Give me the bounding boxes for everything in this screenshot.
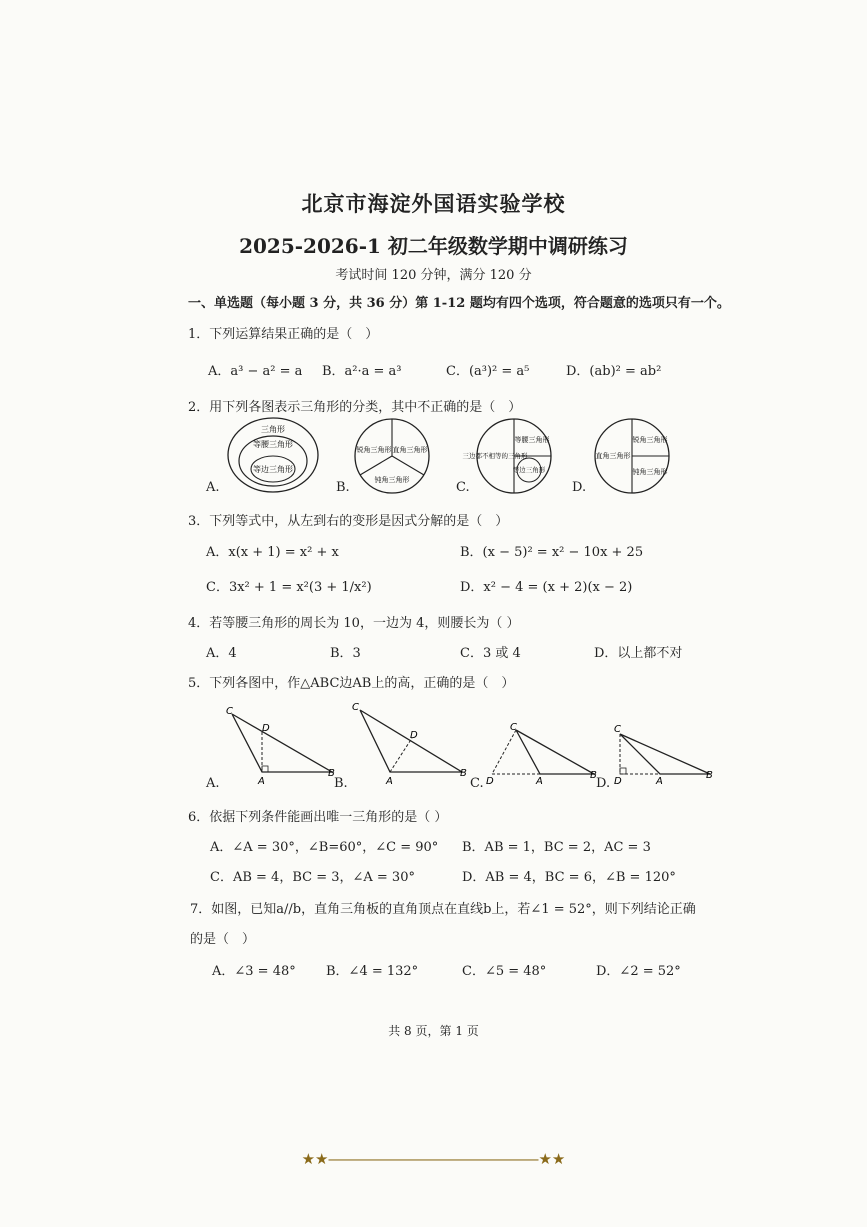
q2c-label-1: 三边都不相等的三角形 bbox=[462, 452, 528, 460]
svg-text:A: A bbox=[656, 776, 663, 787]
q7-option-b: B．∠4 = 132° bbox=[326, 964, 419, 979]
exam-title: 2025-2026-1 初二年级数学期中调研练习 bbox=[239, 234, 628, 258]
q1-option-b: B．a²·a = a³ bbox=[322, 364, 402, 379]
q3-option-c: C．3x² + 1 = x²(3 + 1/x²) bbox=[206, 580, 372, 595]
q6-option-b: B．AB = 1，BC = 2，AC = 3 bbox=[462, 840, 651, 855]
q2d-label-3: 钝角三角形 bbox=[632, 468, 668, 476]
q6-option-a: A．∠A = 30°，∠B=60°，∠C = 90° bbox=[210, 840, 439, 855]
q7-stem-line2: 的是（ ） bbox=[190, 932, 256, 947]
q5-option-b: B. bbox=[334, 776, 348, 791]
q1-option-d: D．(ab)² = ab² bbox=[566, 364, 662, 379]
svg-text:B: B bbox=[590, 770, 597, 781]
svg-text:B: B bbox=[328, 768, 335, 779]
q5-option-c: C. bbox=[470, 776, 484, 791]
q2a-label-1: 三角形 bbox=[261, 425, 285, 434]
q6-option-d: D．AB = 4，BC = 6，∠B = 120° bbox=[462, 870, 676, 885]
svg-text:D: D bbox=[486, 776, 494, 787]
svg-text:B: B bbox=[706, 770, 713, 781]
q2c-label-3: 等边三角形 bbox=[512, 466, 546, 474]
q3-option-a: A．x(x + 1) = x² + x bbox=[206, 545, 339, 560]
q6-stem: 6．依据下列条件能画出唯一三角形的是（ ） bbox=[188, 810, 448, 825]
svg-text:D: D bbox=[262, 723, 270, 734]
q1-option-c: C．(a³)² = a⁵ bbox=[446, 364, 530, 379]
svg-text:A: A bbox=[386, 776, 393, 787]
svg-text:A: A bbox=[258, 776, 265, 787]
page-info: 共 8 页，第 1 页 bbox=[388, 1024, 479, 1038]
svg-text:C: C bbox=[510, 722, 517, 733]
q7-option-d: D．∠2 = 52° bbox=[596, 964, 681, 979]
svg-text:C: C bbox=[614, 724, 621, 735]
q5-option-d: D. bbox=[596, 776, 611, 791]
q5-figure-b bbox=[352, 702, 467, 787]
q2-figure-b bbox=[352, 418, 434, 496]
q3-option-d: D．x² − 4 = (x + 2)(x − 2) bbox=[460, 580, 633, 595]
q2b-label-3: 钝角三角形 bbox=[374, 476, 410, 484]
q2b-label-1: 锐角三角形 bbox=[356, 446, 392, 454]
q4-option-a: A．4 bbox=[206, 646, 237, 661]
q5-figure-a bbox=[226, 706, 335, 787]
exam-info: 考试时间 120 分钟，满分 120 分 bbox=[335, 268, 532, 283]
q2b-label-2: 直角三角形 bbox=[392, 446, 428, 454]
q4-option-c: C．3 或 4 bbox=[460, 646, 521, 661]
svg-text:B: B bbox=[460, 768, 467, 779]
q2-stem: 2．用下列各图表示三角形的分类，其中不正确的是（ ） bbox=[188, 400, 522, 415]
q2a-label-2: 等腰三角形 bbox=[253, 440, 293, 449]
q2-figure-a bbox=[226, 416, 326, 496]
q2-figure-c bbox=[462, 418, 556, 496]
svg-text:D: D bbox=[410, 730, 418, 741]
q7-option-a: A．∠3 = 48° bbox=[212, 964, 296, 979]
q2d-label-1: 直角三角形 bbox=[595, 452, 631, 460]
q3-stem: 3．下列等式中，从左到右的变形是因式分解的是（ ） bbox=[188, 514, 509, 529]
q2-option-d: D. bbox=[572, 480, 587, 495]
decorative-stars: ★★――――――――――――――★★ bbox=[301, 1150, 566, 1168]
q5-figure-c bbox=[486, 722, 597, 787]
q4-option-d: D．以上都不对 bbox=[594, 646, 683, 661]
q2-option-a: A. bbox=[206, 480, 220, 495]
school-name: 北京市海淀外国语实验学校 bbox=[301, 191, 566, 216]
section-heading: 一、单选题（每小题 3 分，共 36 分）第 1-12 题均有四个选项，符合题意的选项只有一个。 bbox=[188, 296, 730, 311]
q7-stem-line1: 7．如图，已知a//b，直角三角板的直角顶点在直线b上，若∠1 = 52°，则下列结论正确 bbox=[190, 902, 696, 917]
q2a-label-3: 等边三角形 bbox=[253, 465, 293, 474]
q7-option-c: C．∠5 = 48° bbox=[462, 964, 547, 979]
q2-figure-d bbox=[592, 418, 674, 496]
q4-option-b: B．3 bbox=[330, 646, 361, 661]
q1-stem: 1．下列运算结果正确的是（ ） bbox=[188, 327, 379, 342]
svg-text:D: D bbox=[614, 776, 622, 787]
q2d-label-2: 锐角三角形 bbox=[632, 436, 668, 444]
svg-text:C: C bbox=[352, 702, 359, 713]
q2c-label-2: 等腰三角形 bbox=[514, 436, 550, 444]
q1-option-a: A．a³ − a² = a bbox=[208, 364, 303, 379]
q5-stem: 5．下列各图中，作△ABC边AB上的高，正确的是（ ） bbox=[188, 676, 515, 691]
q2-option-b: B. bbox=[336, 480, 350, 495]
q3-option-b: B．(x − 5)² = x² − 10x + 25 bbox=[460, 545, 644, 560]
svg-text:C: C bbox=[226, 706, 233, 717]
q5-figure-d bbox=[614, 724, 713, 787]
q5-option-a: A. bbox=[206, 776, 220, 791]
q6-option-c: C．AB = 4，BC = 3，∠A = 30° bbox=[210, 870, 415, 885]
svg-text:A: A bbox=[536, 776, 543, 787]
q4-stem: 4．若等腰三角形的周长为 10，一边为 4，则腰长为（ ） bbox=[188, 616, 520, 631]
q2-option-c: C. bbox=[456, 480, 470, 495]
